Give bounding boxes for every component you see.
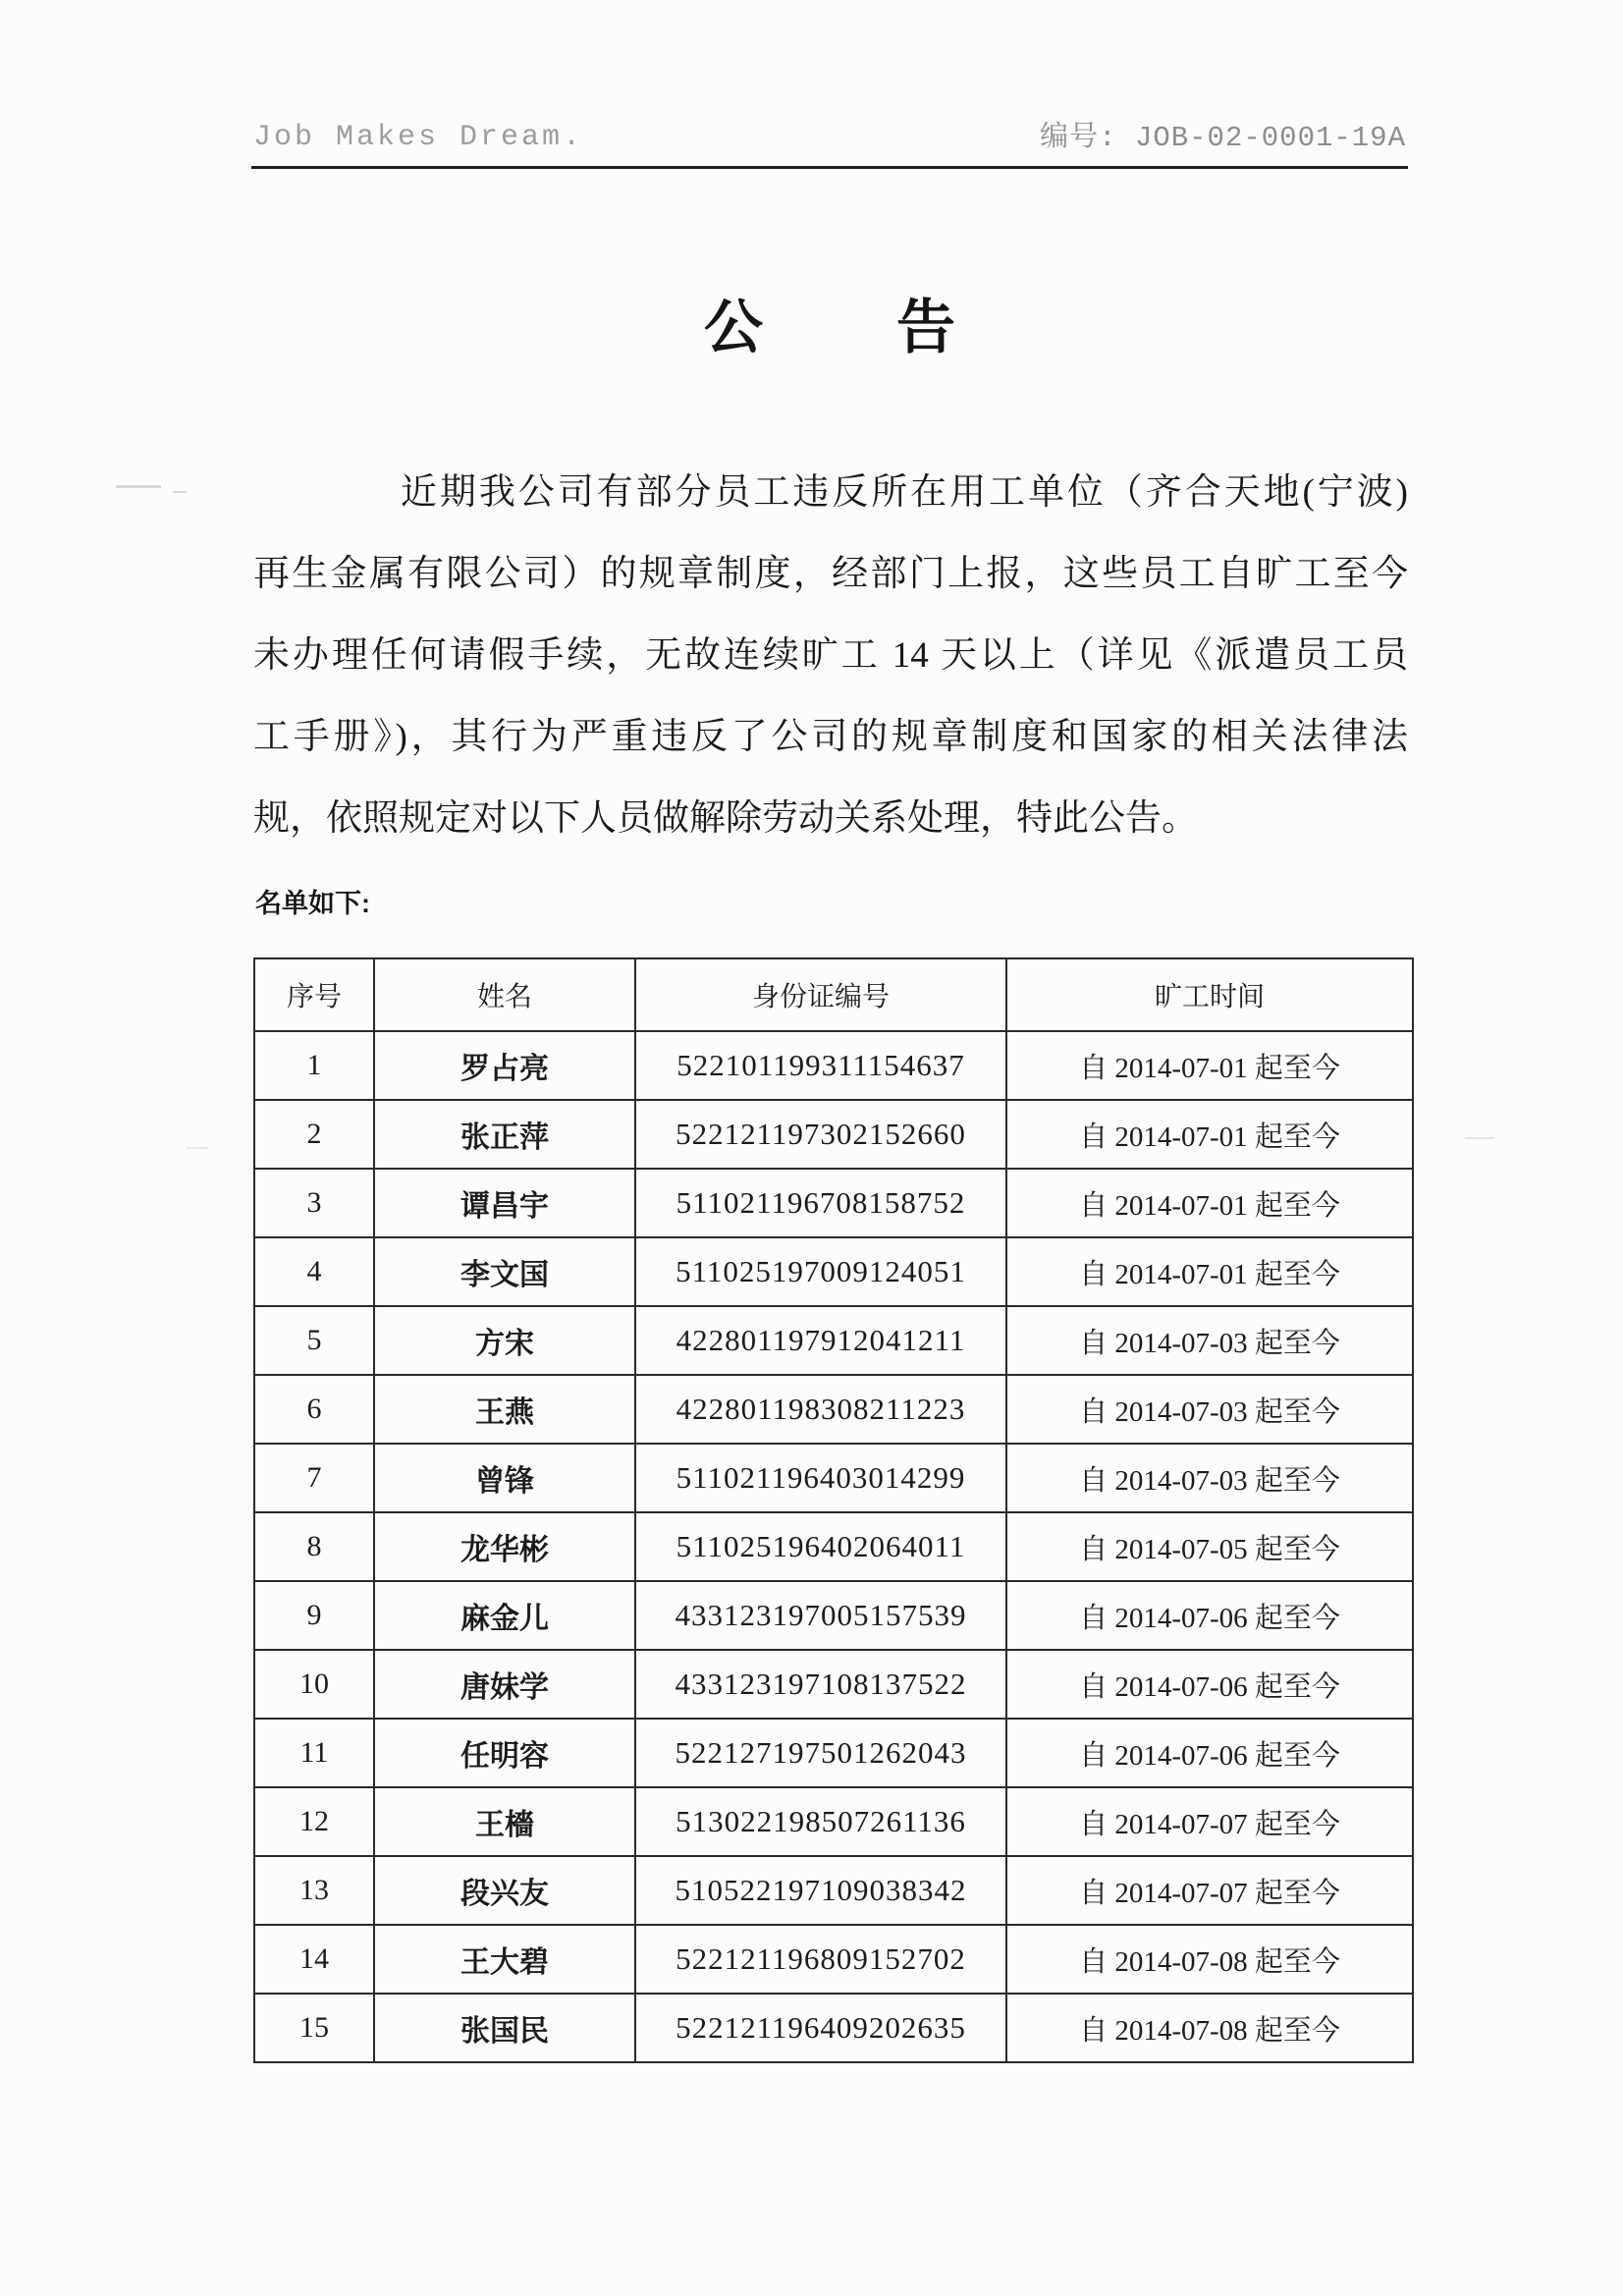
cell-index: 15	[254, 1994, 374, 2062]
cell-id: 511025197009124051	[635, 1237, 1006, 1306]
scan-artifact	[187, 1147, 208, 1149]
scan-artifact	[1465, 1137, 1494, 1139]
table-row	[254, 1169, 1413, 1237]
cell-id: 511021196403014299	[635, 1444, 1006, 1512]
cell-date: 自 2014-07-03 起至今	[1006, 1306, 1413, 1375]
cell-id: 422801198308211223	[635, 1375, 1006, 1444]
header-divider	[251, 166, 1408, 169]
cell-id: 522121196809152702	[635, 1925, 1006, 1994]
document-header	[253, 114, 1406, 154]
body-line: 规，依照规定对以下人员做解除劳动关系处理，特此公告。	[253, 798, 1198, 839]
table-row	[254, 1512, 1413, 1581]
cell-date: 自 2014-07-08 起至今	[1006, 1925, 1413, 1994]
cell-date: 自 2014-07-07 起至今	[1006, 1856, 1413, 1925]
cell-date: 自 2014-07-08 起至今	[1006, 1994, 1413, 2062]
cell-date: 自 2014-07-01 起至今	[1006, 1031, 1413, 1100]
cell-id: 511021196708158752	[635, 1169, 1006, 1237]
table-row	[254, 1994, 1413, 2062]
cell-name: 方宋	[374, 1306, 635, 1375]
cell-name: 谭昌宇	[374, 1169, 635, 1237]
cell-date: 自 2014-07-01 起至今	[1006, 1100, 1413, 1169]
scan-artifact	[116, 485, 161, 488]
cell-index: 1	[254, 1031, 374, 1100]
table-row	[254, 1650, 1413, 1719]
cell-index: 11	[254, 1719, 374, 1787]
cell-id: 422801197912041211	[635, 1306, 1006, 1375]
cell-date: 自 2014-07-06 起至今	[1006, 1650, 1413, 1719]
cell-index: 9	[254, 1581, 374, 1650]
table-body	[254, 1031, 1413, 2062]
cell-name: 曾锋	[374, 1444, 635, 1512]
cell-id: 513022198507261136	[635, 1787, 1006, 1856]
cell-date: 自 2014-07-03 起至今	[1006, 1375, 1413, 1444]
table-row	[254, 1375, 1413, 1444]
cell-id: 522101199311154637	[635, 1031, 1006, 1100]
cell-name: 李文国	[374, 1237, 635, 1306]
cell-id: 522121196409202635	[635, 1994, 1006, 2062]
cell-id: 433123197005157539	[635, 1581, 1006, 1650]
cell-index: 4	[254, 1237, 374, 1306]
body-line: 再生金属有限公司）的规章制度，经部门上报，这些员工自旷工至今	[253, 554, 1408, 594]
table-header	[254, 958, 1413, 1031]
cell-date: 自 2014-07-07 起至今	[1006, 1787, 1413, 1856]
cell-name: 张正萍	[374, 1100, 635, 1169]
cell-index: 6	[254, 1375, 374, 1444]
cell-index: 3	[254, 1169, 374, 1237]
table-row	[254, 1856, 1413, 1925]
cell-id: 522127197501262043	[635, 1719, 1006, 1787]
cell-name: 王檣	[374, 1787, 635, 1856]
cell-name: 王燕	[374, 1375, 635, 1444]
table-row	[254, 1237, 1413, 1306]
table-row	[254, 1719, 1413, 1787]
cell-name: 段兴友	[374, 1856, 635, 1925]
list-label: 名单如下:	[255, 889, 370, 918]
cell-name: 龙华彬	[374, 1512, 635, 1581]
body-line: 近期我公司有部分员工违反所在用工单位（齐合天地(宁波)	[401, 472, 1408, 513]
cell-name: 麻金儿	[374, 1581, 635, 1650]
cell-name: 张国民	[374, 1994, 635, 2062]
column-header-id: 身份证编号	[635, 958, 1006, 1031]
cell-name: 王大碧	[374, 1925, 635, 1994]
cell-id: 511025196402064011	[635, 1512, 1006, 1581]
table-row	[254, 1581, 1413, 1650]
cell-index: 12	[254, 1787, 374, 1856]
table-header-row	[254, 958, 1413, 1031]
table-row	[254, 1444, 1413, 1512]
cell-id: 510522197109038342	[635, 1856, 1006, 1925]
column-header-date: 旷工时间	[1006, 958, 1413, 1031]
cell-date: 自 2014-07-01 起至今	[1006, 1237, 1413, 1306]
cell-index: 14	[254, 1925, 374, 1994]
table-row	[254, 1306, 1413, 1375]
announcement-body	[253, 452, 1408, 859]
body-line: 未办理任何请假手续，无故连续旷工 14 天以上（详见《派遣员工员	[253, 635, 1408, 676]
cell-date: 自 2014-07-01 起至今	[1006, 1169, 1413, 1237]
dismissal-table	[253, 957, 1414, 2063]
header-slogan: Job Makes Dream.	[253, 121, 584, 154]
page-title: 公 告	[704, 296, 993, 360]
cell-date: 自 2014-07-05 起至今	[1006, 1512, 1413, 1581]
cell-index: 5	[254, 1306, 374, 1375]
column-header-name: 姓名	[374, 958, 635, 1031]
body-line: 工手册》)，其行为严重违反了公司的规章制度和国家的相关法律法	[253, 717, 1408, 757]
cell-index: 13	[254, 1856, 374, 1925]
cell-date: 自 2014-07-06 起至今	[1006, 1719, 1413, 1787]
cell-date: 自 2014-07-03 起至今	[1006, 1444, 1413, 1512]
table-row	[254, 1787, 1413, 1856]
table-row	[254, 1031, 1413, 1100]
cell-index: 2	[254, 1100, 374, 1169]
cell-index: 8	[254, 1512, 374, 1581]
cell-name: 任明容	[374, 1719, 635, 1787]
cell-index: 7	[254, 1444, 374, 1512]
cell-name: 唐妹学	[374, 1650, 635, 1719]
cell-id: 433123197108137522	[635, 1650, 1006, 1719]
table-row	[254, 1100, 1413, 1169]
cell-index: 10	[254, 1650, 374, 1719]
table-row	[254, 1925, 1413, 1994]
cell-id: 522121197302152660	[635, 1100, 1006, 1169]
cell-name: 罗占亮	[374, 1031, 635, 1100]
header-doc-number: 编号: JOB-02-0001-19A	[1040, 122, 1406, 154]
column-header-index: 序号	[254, 958, 374, 1031]
scan-artifact	[173, 491, 187, 493]
cell-date: 自 2014-07-06 起至今	[1006, 1581, 1413, 1650]
